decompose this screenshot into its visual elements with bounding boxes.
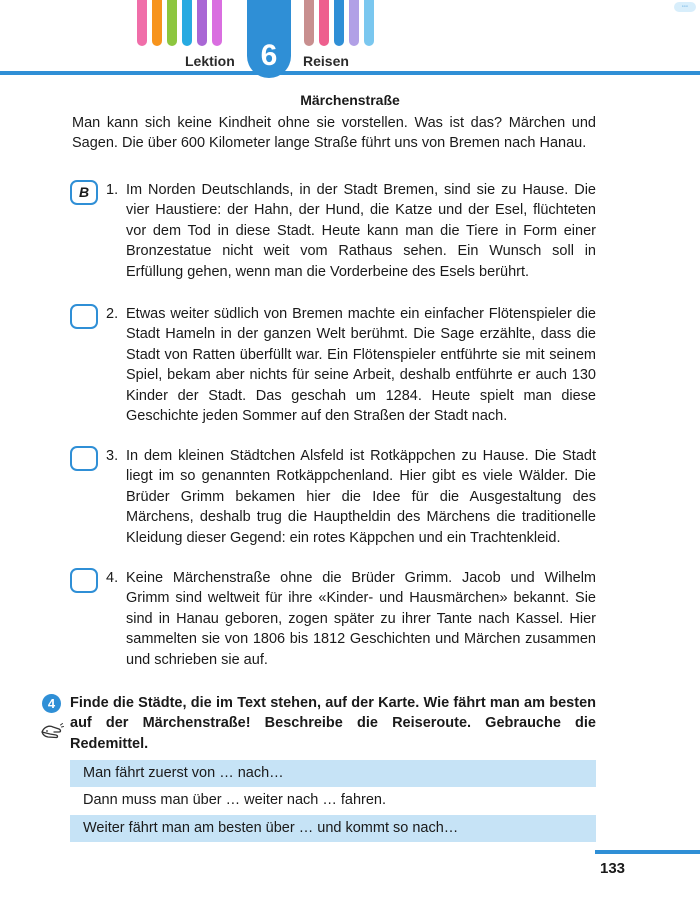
color-stripe (364, 0, 374, 46)
color-stripe (182, 0, 192, 46)
item-text-2: Etwas weiter südlich von Bremen machte ein einfacher Flötenspieler die Stadt Hameln in der ganzen Welt berühmt. Die Sage erzählte, dass die Stadt von Ratten überfüllt war. Ein Flötenspieler entführte sie mit seinem Spiel, bekam aber nichts für seine Arbeit, deshalb entführte er auch 130 Kinder der Stadt. Das geschah um 1284. Heute spielt man diese Geschichte jeden Sommer auf den Straßen der Stadt nach. (126, 306, 596, 425)
header-rule (0, 71, 700, 75)
speaking-hand-icon (40, 722, 64, 740)
footer-rule (595, 850, 700, 854)
task-instruction: Finde die Städte, die im Text stehen, auf der Karte. Wie fährt man am besten auf der Märchenstraße! Beschreibe die Reiseroute. Gebrauche die Redemittel. (70, 695, 596, 752)
phrase-row: Weiter fährt man am besten über … und kommt so nach… (70, 815, 596, 842)
section-label: Lektion (185, 53, 235, 69)
item-number: 4. (106, 570, 119, 586)
item-text-1: Im Norden Deutschlands, in der Stadt Bremen, sind sie zu Hause. Die vier Haustiere: der Hahn, der Hund, die Katze und der Esel, flüchteten vor dem Tod in diese Stadt. Heute kann man die Tiere in Form einer Bronzestatue nicht weit vom Rathaus sehen. Ein Wunsch soll in Erfüllung gehen, wenn man die Vorderbeine des Esels berührt. (126, 182, 596, 280)
answer-box-4[interactable] (70, 568, 98, 593)
intro-paragraph: Man kann sich keine Kindheit ohne sie vorstellen. Was ist das? Märchen und Sagen. Die über 600 Kilometer lange Straße führt uns von Bremen nach Hanau. (72, 115, 596, 152)
page-number: 133 (600, 860, 626, 877)
color-stripe (137, 0, 147, 46)
phrase-row: Man fährt zuerst von … nach… (70, 760, 596, 787)
answer-box-3[interactable] (70, 446, 98, 471)
task-number-badge: 4 (42, 694, 61, 713)
phrase-row: Dann muss man über … weiter nach … fahren. (83, 792, 387, 808)
color-stripe (319, 0, 329, 46)
answer-box-2[interactable] (70, 304, 98, 329)
decorative-color-stripes (0, 0, 700, 50)
color-stripe (212, 0, 222, 46)
color-stripe (152, 0, 162, 46)
lesson-number-badge: 6 (247, 0, 291, 78)
topic-label: Reisen (303, 53, 349, 69)
color-stripe (349, 0, 359, 46)
item-text-3: In dem kleinen Städtchen Alsfeld ist Rotkäppchen zu Hause. Die Stadt liegt im so genannten Rotkäppchenland. Hier gibt es viele Wälder. Die Brüder Grimm bekamen hier die Idee für die Ausgestaltung des Märchens, deshalb trug die Hauptheldin des Märchens die traditionelle Kleidung dieser Gegend: ein rotes Käppchen und ein Trachtenkleid. (126, 448, 596, 546)
color-stripe (167, 0, 177, 46)
color-stripe (197, 0, 207, 46)
answer-box-1[interactable]: B (70, 180, 98, 205)
color-stripe (334, 0, 344, 46)
item-number: 1. (106, 182, 119, 198)
item-number: 2. (106, 306, 119, 322)
item-number: 3. (106, 448, 119, 464)
publisher-logo-icon: ◦◦◦ (674, 2, 696, 12)
text-title: Märchenstraße (300, 92, 400, 108)
item-text-4: Keine Märchenstraße ohne die Brüder Grimm. Jacob und Wilhelm Grimm sind weltweit für ihre «Kinder- und Hausmärchen» bekannt. Sie sind in Hanau geboren, zogen später zu ihrer Tante nach Kassel. Hier sammelten sie von 1806 bis 1812 Geschichten und Märchen zusammen und schrieben sie auf. (126, 570, 596, 668)
color-stripe (304, 0, 314, 46)
